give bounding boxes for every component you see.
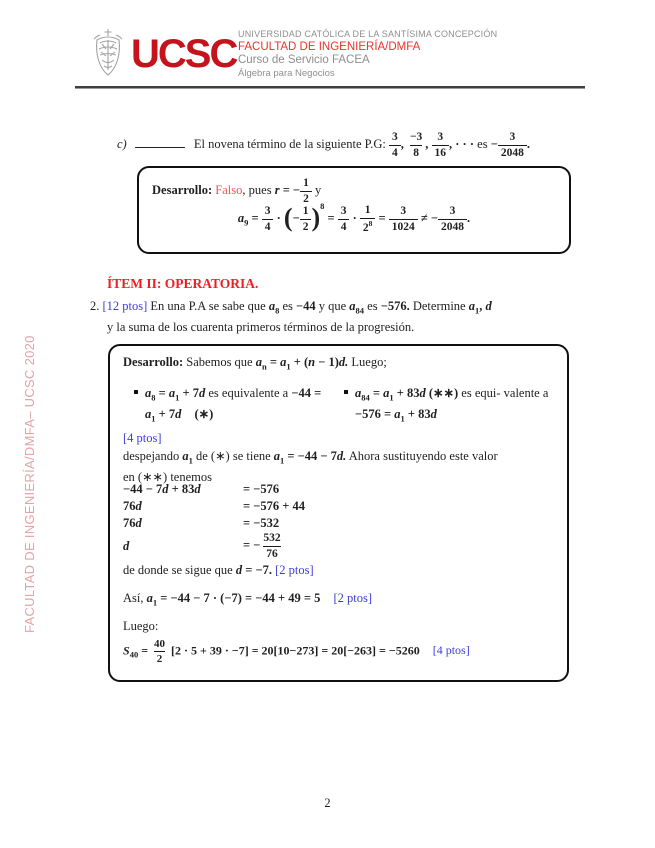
- frac-den: 2: [154, 651, 166, 665]
- question-2-line-1: [90, 298, 578, 319]
- math-token: a: [145, 386, 152, 400]
- math-token: a: [268, 299, 276, 313]
- frac-num: 1: [302, 204, 309, 217]
- fraction: [432, 131, 453, 159]
- fraction: [407, 131, 425, 159]
- bullet-item: [123, 385, 333, 426]
- frac-num: 3: [340, 204, 347, 217]
- question-c-line: [117, 131, 577, 159]
- solution-2-intro: [123, 355, 387, 372]
- math-subscript: 9: [244, 217, 249, 228]
- math-subscript: 1: [389, 392, 394, 403]
- math-subscript: 1: [152, 597, 158, 608]
- fraction: [438, 205, 467, 233]
- equation-row: [123, 532, 305, 560]
- desarrollo-label: Desarrollo:: [123, 355, 184, 369]
- solution-box-1: [137, 166, 571, 254]
- frac-num: 3: [509, 131, 516, 143]
- text-run: Así,: [123, 591, 144, 605]
- frac-num: 1: [303, 177, 309, 189]
- frac-den: 76: [263, 546, 281, 561]
- bullet-list: [123, 385, 559, 426]
- frac-den: 4: [389, 145, 401, 160]
- sidebar-vertical-text: FACULTAD DE INGENIERÍA/DMFA– UCSC 2020: [22, 335, 37, 633]
- aligned-equations: [123, 481, 305, 560]
- math-token: d: [485, 299, 492, 313]
- conclusion-d-line: [123, 563, 314, 578]
- math-token: d: [199, 386, 206, 400]
- bullet-square-icon: [134, 390, 138, 394]
- equation-row: [123, 498, 305, 515]
- text-run: es: [477, 137, 488, 152]
- frac-den: 2048: [438, 219, 467, 234]
- subject-name: Álgebra para Negocios: [238, 68, 335, 79]
- equation-row: [123, 515, 305, 532]
- text-run: Sabemos que: [186, 355, 253, 369]
- equation-rhs: [243, 532, 305, 560]
- math-token: = −: [282, 183, 301, 198]
- text-run: Luego;: [351, 355, 387, 369]
- equation-row: [123, 481, 305, 498]
- math-subscript: 1: [280, 455, 285, 466]
- math-token: =: [269, 355, 277, 369]
- frac-den: 4: [262, 219, 274, 234]
- points-badge: [4 ptos]: [432, 643, 470, 658]
- math-token: = −44 − 7: [287, 449, 337, 463]
- equation-rhs: = −576: [243, 482, 280, 496]
- points-badge: [2 ptos]: [275, 563, 314, 577]
- math-token: −44: [295, 299, 316, 313]
- math-token: + (: [293, 355, 309, 369]
- math-token: −44 − 7: [123, 482, 163, 496]
- substitution-paragraph: [123, 448, 498, 486]
- frac-den: 1024: [389, 219, 418, 234]
- math-token: d: [135, 499, 142, 513]
- bullet-2-text: [355, 385, 561, 426]
- question-2: [90, 298, 578, 335]
- frac-den-base: 2: [362, 221, 369, 234]
- university-name: UNIVERSIDAD CATÓLICA DE LA SANTÍSIMA CONCEPCIÓN: [238, 29, 498, 39]
- math-token: −576 =: [355, 406, 392, 421]
- header-text-block: [238, 29, 497, 79]
- question-c-label: c): [117, 137, 127, 152]
- text-run: es equi-: [461, 386, 501, 400]
- frac-num: 3: [437, 131, 444, 143]
- left-paren: (: [283, 203, 293, 233]
- falso-verdict: Falso: [215, 183, 243, 198]
- question-2-line-2: y la suma de los cuarenta primeros términos de la progresión.: [107, 319, 415, 334]
- answer-blank: [135, 146, 185, 148]
- question-c-text: El novena término de la siguiente P.G:: [193, 137, 386, 152]
- fraction: [389, 131, 401, 159]
- ellipsis-token: · · ·: [455, 137, 475, 152]
- math-subscript: 1: [151, 413, 156, 423]
- star-reference: (∗∗): [428, 386, 459, 400]
- math-subscript: 84: [355, 305, 365, 316]
- equation-rhs: = −532: [243, 516, 280, 530]
- desarrollo-label: Desarrollo:: [152, 183, 213, 198]
- math-token: −576.: [380, 299, 410, 313]
- sum-formula-line: [123, 638, 559, 665]
- math-token: a: [394, 406, 401, 421]
- frac-den: 2: [300, 219, 312, 234]
- text-run: , pues: [242, 183, 272, 198]
- math-subscript: 84: [361, 392, 370, 403]
- frac-num: 3: [400, 204, 407, 217]
- math-token: − 1): [318, 355, 339, 369]
- text-run: es equivalente a: [208, 386, 289, 400]
- math-token: + 7: [158, 406, 176, 421]
- fraction: [300, 177, 312, 205]
- math-token: [2 · 5 + 39 · −7] = 20[10−273] = 20[−263] = −5260: [171, 643, 420, 658]
- math-subscript: 1: [188, 455, 193, 466]
- math-subscript: 1: [286, 361, 291, 372]
- math-token: d: [235, 563, 243, 577]
- text-run: y: [314, 183, 322, 198]
- bullet-item: [333, 385, 561, 426]
- fraction: [260, 532, 283, 560]
- bullet-1-text: [145, 385, 333, 426]
- frac-num: 3: [449, 204, 456, 217]
- math-token: + 83: [407, 406, 431, 421]
- text-run: es: [367, 299, 378, 313]
- star-reference: (∗): [194, 406, 214, 421]
- math-token: =: [327, 210, 335, 225]
- math-token: a: [383, 386, 390, 400]
- math-token: 76: [123, 516, 136, 530]
- math-token: d: [123, 538, 130, 553]
- fraction: [262, 205, 274, 233]
- faculty-name: FACULTAD DE INGENIERÍA/DMFA: [238, 41, 421, 53]
- math-token: .: [467, 210, 471, 225]
- equation-lhs: [123, 482, 243, 497]
- frac-num: 40: [154, 638, 166, 650]
- text-run: Ahora sustituyendo este valor: [348, 449, 498, 463]
- fraction: [360, 204, 376, 234]
- math-token: ,: [449, 137, 453, 152]
- math-subscript: 8: [151, 392, 156, 403]
- points-badge: [12 ptos]: [102, 299, 148, 313]
- header-rule: [75, 86, 585, 89]
- equation-rhs: = −576 + 44: [243, 499, 305, 513]
- frac-den: 8: [410, 145, 422, 160]
- text-run: es: [282, 299, 293, 313]
- math-token: ,: [400, 137, 404, 152]
- math-token: d: [175, 406, 182, 421]
- math-token: d: [430, 406, 437, 421]
- course-name: Curso de Servicio FACEA: [238, 54, 370, 66]
- math-token: d: [194, 482, 201, 496]
- math-token: d: [135, 516, 142, 530]
- math-token: =: [372, 386, 380, 400]
- math-subscript: 8: [275, 305, 280, 316]
- math-token: a: [468, 299, 475, 313]
- math-token: ·: [276, 210, 281, 225]
- page-number: 2: [324, 796, 331, 810]
- text-run: En una P.A se sabe que: [150, 299, 266, 313]
- math-token: a: [355, 386, 362, 400]
- frac-den: 2048: [498, 145, 527, 160]
- text-run: despejando: [123, 449, 180, 463]
- fraction: [498, 131, 527, 159]
- fraction: [389, 205, 418, 233]
- question-number: 2.: [90, 299, 100, 313]
- math-token: a: [145, 406, 152, 421]
- math-token: = −44 − 7 · (−7) = −44 + 49 = 5: [160, 591, 321, 605]
- frac-num: −3: [409, 131, 423, 143]
- frac-num: 532: [263, 532, 281, 544]
- math-token: a: [168, 386, 176, 400]
- math-token: =: [158, 386, 166, 400]
- math-token: =: [378, 210, 386, 225]
- math-token: ·: [352, 210, 357, 225]
- math-subscript: 40: [129, 649, 139, 660]
- points-badge: [2 ptos]: [333, 591, 373, 605]
- fraction: [300, 205, 312, 233]
- frac-num: 3: [264, 204, 271, 217]
- item-ii-heading: ÍTEM II: OPERATORIA.: [107, 276, 259, 291]
- ucsc-logo-wordmark: UCSC: [131, 32, 237, 76]
- math-token: a: [280, 355, 287, 369]
- math-token: .: [526, 137, 530, 152]
- math-token: a: [146, 591, 153, 605]
- math-token: + 83: [396, 386, 420, 400]
- math-token: d: [419, 386, 426, 400]
- math-token: d.: [336, 449, 347, 463]
- math-token: a: [273, 449, 281, 463]
- math-token: + 83: [171, 482, 195, 496]
- frac-den: 2: [300, 191, 312, 206]
- equation-lhs: [123, 539, 243, 554]
- math-token: =: [251, 210, 259, 225]
- math-token: = −: [243, 538, 261, 553]
- math-token: ,: [479, 299, 483, 313]
- paragraph-line-1: [123, 448, 498, 469]
- math-token: −: [490, 137, 498, 152]
- math-subscript: 1: [400, 413, 405, 423]
- math-token: a: [349, 299, 356, 313]
- paragraph-line-2: en (∗∗) tenemos: [123, 470, 212, 484]
- math-token: =: [141, 643, 149, 658]
- fraction: [338, 205, 350, 233]
- points-badge: [4 ptos]: [123, 431, 162, 445]
- fraction: [151, 638, 168, 665]
- exponent: 8: [368, 218, 373, 228]
- math-token: 76: [123, 499, 136, 513]
- math-token: ,: [425, 137, 429, 152]
- right-paren: ): [311, 203, 321, 233]
- math-token: + 7: [182, 386, 199, 400]
- math-token: a: [237, 210, 245, 225]
- geometric-term-equation: [139, 200, 569, 234]
- math-token: −44 =: [291, 386, 322, 400]
- frac-den: 4: [338, 219, 350, 234]
- math-token: d: [162, 482, 169, 496]
- math-token: a: [182, 449, 189, 463]
- math-subscript: 1: [175, 392, 180, 403]
- frac-num: 1: [364, 204, 371, 216]
- equation-lhs: [123, 516, 243, 531]
- a1-result-line: [123, 591, 372, 608]
- text-run: de donde se sigue que: [123, 563, 233, 577]
- math-token: d.: [338, 355, 349, 369]
- frac-den: 16: [432, 145, 450, 160]
- math-token: n: [308, 355, 316, 369]
- math-token: r: [274, 183, 280, 198]
- math-token: = −7.: [245, 563, 272, 577]
- text-run: y que: [318, 299, 347, 313]
- ucsc-crest-icon: [88, 27, 128, 82]
- math-token: −: [292, 210, 300, 225]
- math-token: ≠ −: [420, 210, 439, 225]
- math-subscript: n: [261, 361, 267, 372]
- math-token: S: [123, 643, 130, 658]
- bullet-square-icon: [344, 390, 348, 394]
- frac-num: 3: [391, 131, 398, 143]
- frac-den: [360, 218, 376, 234]
- solution-box-2: [108, 344, 569, 682]
- text-run: valente a: [503, 386, 549, 400]
- equation-lhs: [123, 499, 243, 514]
- text-run: de (∗) se tiene: [195, 449, 271, 463]
- math-token: a: [255, 355, 262, 369]
- text-run: Determine: [412, 299, 466, 313]
- luego-label: Luego:: [123, 619, 159, 633]
- solution-1-intro: [152, 177, 321, 205]
- math-subscript: 1: [474, 305, 480, 316]
- exponent: 8: [320, 200, 325, 211]
